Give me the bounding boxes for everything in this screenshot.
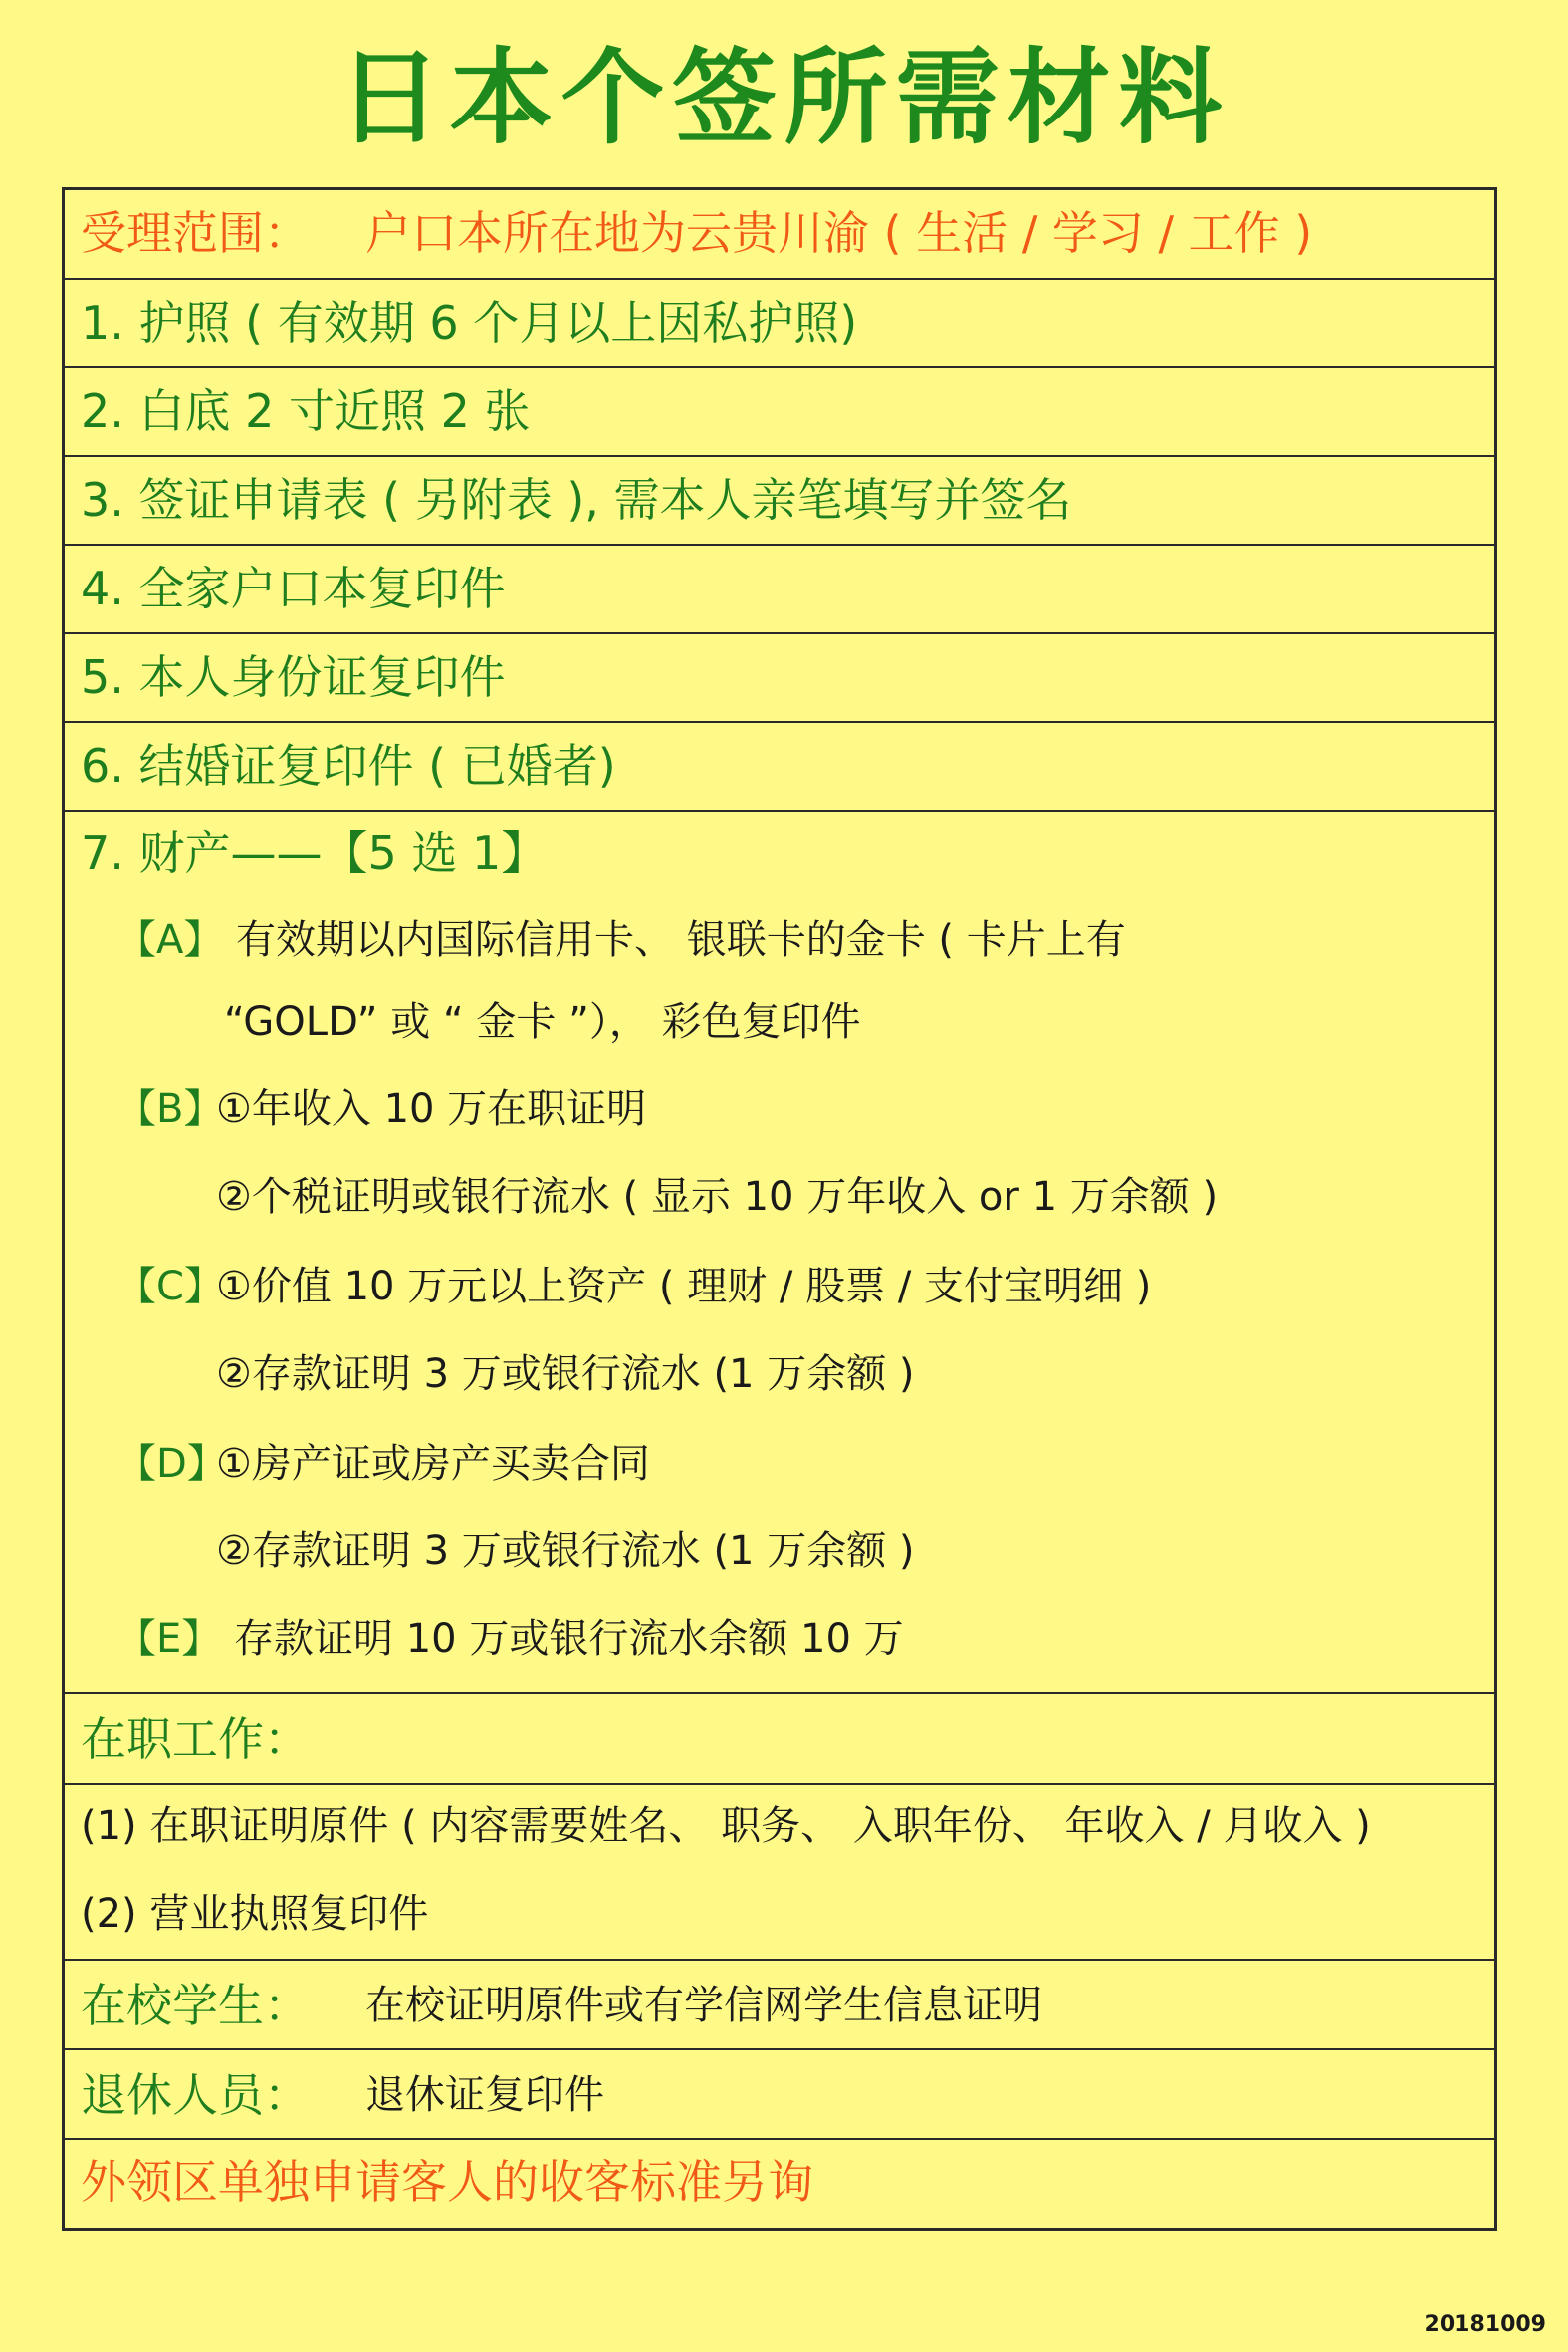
scope-text: 户口本所在地为云贵川渝 ( 生活 / 学习 / 工作 ) — [365, 206, 1313, 260]
list-item — [65, 546, 1494, 634]
option-c-line-2: ②存款证明 3 万或银行流水 (1 万余额 ) — [216, 1351, 915, 1397]
option-a-line-2: “GOLD” 或 “ 金卡 ”）， 彩色复印件 — [224, 999, 861, 1045]
property-heading: 7. 财产——【5 选 1】 — [81, 826, 548, 880]
item-text: 5. 本人身份证复印件 — [81, 650, 506, 704]
employed-heading: 在职工作： — [81, 1712, 310, 1765]
list-item — [65, 634, 1494, 723]
option-key-c: 【C】 — [116, 1264, 224, 1309]
scope-row — [65, 190, 1494, 280]
option-key-a: 【A】 — [116, 917, 224, 963]
option-b-line-1: ①年收入 10 万在职证明 — [216, 1086, 647, 1132]
item-text: 1. 护照 ( 有效期 6 个月以上因私护照) — [81, 296, 858, 350]
option-a-line-1: 有效期以内国际信用卡、 银联卡的金卡 ( 卡片上有 — [236, 917, 1126, 963]
option-key-b: 【B】 — [116, 1086, 224, 1132]
option-c-line-1: ①价值 10 万元以上资产 ( 理财 / 股票 / 支付宝明细 ) — [216, 1264, 1152, 1309]
date-code: 20181009 — [1424, 2312, 1546, 2337]
option-key-e: 【E】 — [116, 1616, 222, 1662]
property-section — [65, 812, 1494, 1694]
retiree-text: 退休证复印件 — [365, 2072, 604, 2118]
footer-note-row — [65, 2140, 1494, 2228]
list-item — [65, 280, 1494, 368]
option-key-d: 【D】 — [116, 1441, 227, 1487]
employed-heading-row — [65, 1694, 1494, 1785]
page-title: 日本个签所需材料 — [337, 37, 1231, 158]
employed-line-2: (2) 营业执照复印件 — [81, 1891, 429, 1937]
scope-label: 受理范围： — [81, 206, 310, 260]
option-e-line-1: 存款证明 10 万或银行流水余额 10 万 — [234, 1616, 904, 1662]
item-text: 4. 全家户口本复印件 — [81, 562, 506, 615]
requirements-table — [62, 187, 1497, 2231]
employed-line-1: (1) 在职证明原件 ( 内容需要姓名、 职务、 入职年份、 年收入 / 月收入 ) — [81, 1803, 1371, 1849]
list-item — [65, 723, 1494, 812]
option-b-line-2: ②个税证明或银行流水 ( 显示 10 万年收入 or 1 万余额 ) — [216, 1174, 1219, 1220]
item-text: 3. 签证申请表 ( 另附表 ), 需本人亲笔填写并签名 — [81, 473, 1072, 527]
list-item — [65, 457, 1494, 546]
footer-note: 外领区单独申请客人的收客标准另询 — [81, 2155, 813, 2209]
option-d-line-2: ②存款证明 3 万或银行流水 (1 万余额 ) — [216, 1529, 915, 1574]
item-text: 2. 白底 2 寸近照 2 张 — [81, 384, 531, 438]
employed-section — [65, 1785, 1494, 1961]
item-text: 6. 结婚证复印件 ( 已婚者) — [81, 739, 616, 793]
list-item — [65, 368, 1494, 457]
option-d-line-1: ①房产证或房产买卖合同 — [216, 1441, 650, 1487]
retiree-row — [65, 2050, 1494, 2140]
student-label: 在校学生： — [81, 1979, 310, 2032]
student-row — [65, 1961, 1494, 2050]
retiree-label: 退休人员： — [81, 2068, 310, 2122]
student-text: 在校证明原件或有学信网学生信息证明 — [365, 1983, 1042, 2028]
